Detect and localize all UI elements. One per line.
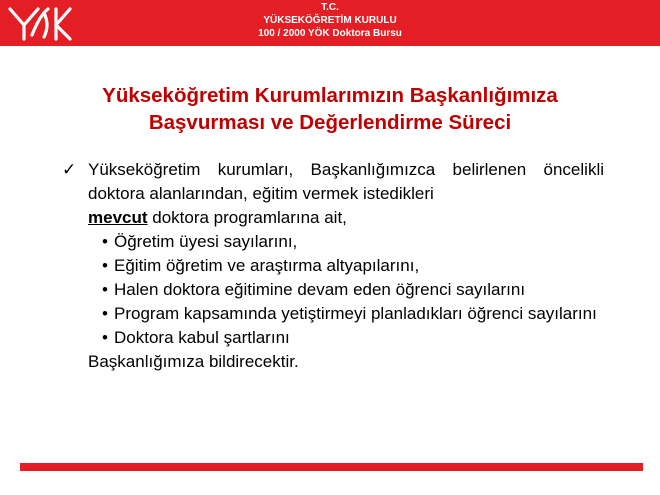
list-item: • Öğretim üyesi sayılarını, bbox=[102, 230, 604, 254]
list-item: • Eğitim öğretim ve araştırma altyapılarını, bbox=[102, 254, 604, 278]
slide-title bbox=[40, 82, 620, 136]
header-line-tc: T.C. bbox=[321, 2, 339, 13]
header-line-program: 100 / 2000 YÖK Doktora Bursu bbox=[258, 28, 402, 39]
intro-paragraph bbox=[88, 158, 604, 206]
slide-content bbox=[62, 158, 604, 374]
checkmark-icon: ✓ bbox=[62, 160, 77, 179]
title-line-1: Yükseköğretim Kurumlarımızın Başkanlığımıza bbox=[102, 84, 558, 107]
list-item: • Program kapsamında yetiştirmeyi planladıkları öğrenci sayılarını bbox=[102, 302, 604, 326]
list-item: • Doktora kabul şartlarını bbox=[102, 326, 604, 350]
list-item: • Halen doktora eğitimine devam eden öğrenci sayılarını bbox=[102, 278, 604, 302]
intro-text-part1: Yükseköğretim kurumları, Başkanlığımızca belirlenen öncelikli doktora alanlarından, eğitim vermek istedikleri bbox=[88, 160, 604, 203]
yok-logo-icon bbox=[4, 3, 76, 43]
header-text bbox=[180, 1, 480, 40]
header-bar bbox=[0, 0, 660, 46]
header-line-institution: YÜKSEKÖĞRETİM KURULU bbox=[263, 15, 397, 26]
footer-bar bbox=[20, 463, 643, 471]
criteria-list bbox=[102, 230, 604, 350]
title-line-2: Başvurması ve Değerlendirme Süreci bbox=[148, 111, 512, 134]
intro-paragraph-end bbox=[88, 206, 604, 230]
intro-text-part2: doktora programlarına ait, bbox=[147, 208, 347, 227]
intro-emphasis: mevcut bbox=[88, 208, 148, 227]
closing-text: Başkanlığımıza bildirecektir. bbox=[88, 352, 299, 371]
